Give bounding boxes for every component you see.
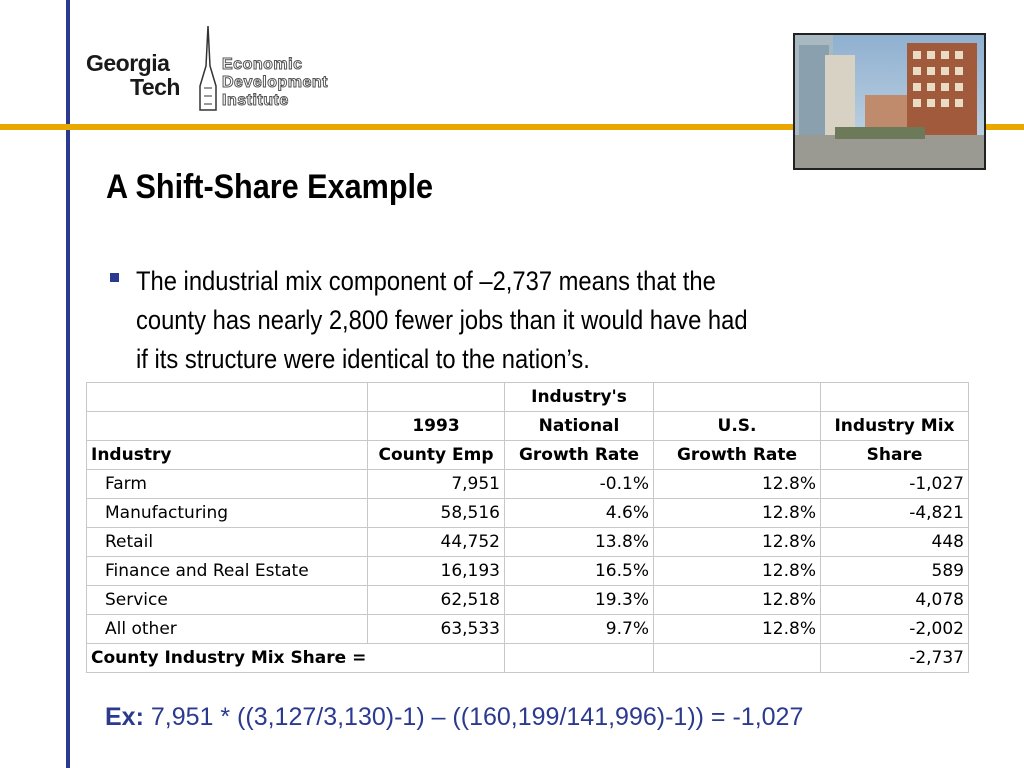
mix-share-cell: -4,821	[821, 499, 969, 528]
header-cell	[87, 383, 368, 412]
emp-cell: 58,516	[368, 499, 505, 528]
logo-dept-3: Institute	[222, 92, 289, 109]
empty-cell	[505, 644, 654, 673]
mix-share-cell: -1,027	[821, 470, 969, 499]
table-header-row	[87, 441, 969, 470]
table-row	[87, 557, 969, 586]
georgia-tech-logo	[84, 26, 384, 116]
us-rate-cell: 12.8%	[654, 528, 821, 557]
emp-cell: 62,518	[368, 586, 505, 615]
national-rate-cell: 19.3%	[505, 586, 654, 615]
mix-share-cell: -2,002	[821, 615, 969, 644]
us-rate-cell: 12.8%	[654, 470, 821, 499]
shift-share-table	[86, 382, 969, 673]
national-rate-cell: -0.1%	[505, 470, 654, 499]
bullet-line: The industrial mix component of –2,737 means that the	[136, 266, 716, 296]
header-cell	[87, 412, 368, 441]
tech-tower-icon	[196, 26, 220, 112]
us-rate-cell: 12.8%	[654, 586, 821, 615]
header-cell: Growth Rate	[654, 441, 821, 470]
emp-cell: 7,951	[368, 470, 505, 499]
mix-share-cell: 448	[821, 528, 969, 557]
total-label: County Industry Mix Share =	[87, 644, 505, 673]
logo-dept-1: Economic	[222, 56, 303, 73]
table-header-row	[87, 383, 969, 412]
bullet-square-icon	[110, 273, 119, 282]
header-cell	[821, 383, 969, 412]
table-row	[87, 615, 969, 644]
logo-line-1: Georgia	[86, 50, 170, 76]
us-rate-cell: 12.8%	[654, 499, 821, 528]
header-cell	[368, 383, 505, 412]
example-label: Ex:	[105, 703, 144, 731]
bullet-line: if its structure were identical to the nation’s.	[136, 344, 590, 374]
mix-share-cell: 589	[821, 557, 969, 586]
table-row	[87, 528, 969, 557]
header-cell: 1993	[368, 412, 505, 441]
header-cell: Share	[821, 441, 969, 470]
us-rate-cell: 12.8%	[654, 557, 821, 586]
industry-cell: Service	[87, 586, 368, 615]
table-row	[87, 499, 969, 528]
industry-cell: Manufacturing	[87, 499, 368, 528]
national-rate-cell: 9.7%	[505, 615, 654, 644]
emp-cell: 44,752	[368, 528, 505, 557]
example-formula	[105, 703, 803, 732]
header-cell: County Emp	[368, 441, 505, 470]
slide-title: A Shift-Share Example	[106, 168, 434, 206]
emp-cell: 16,193	[368, 557, 505, 586]
table-header-row	[87, 412, 969, 441]
total-value: -2,737	[821, 644, 969, 673]
header-cell: Industry Mix	[821, 412, 969, 441]
industry-cell: Finance and Real Estate	[87, 557, 368, 586]
national-rate-cell: 13.8%	[505, 528, 654, 557]
emp-cell: 63,533	[368, 615, 505, 644]
header-cell: Industry	[87, 441, 368, 470]
industry-cell: Farm	[87, 470, 368, 499]
logo-dept-2: Development	[222, 74, 328, 91]
table-row	[87, 586, 969, 615]
national-rate-cell: 4.6%	[505, 499, 654, 528]
logo-line-2: Tech	[130, 74, 180, 100]
header-cell: Industry's	[505, 383, 654, 412]
empty-cell	[654, 644, 821, 673]
header-cell: U.S.	[654, 412, 821, 441]
industry-cell: All other	[87, 615, 368, 644]
building-photo-image	[795, 35, 984, 168]
industry-cell: Retail	[87, 528, 368, 557]
bullet-line: county has nearly 2,800 fewer jobs than it would have had	[136, 305, 748, 335]
example-formula-text: 7,951 * ((3,127/3,130)-1) – ((160,199/141,996)-1)) = -1,027	[150, 703, 804, 731]
mix-share-cell: 4,078	[821, 586, 969, 615]
header-cell: Growth Rate	[505, 441, 654, 470]
table-total-row	[87, 644, 969, 673]
header-cell	[654, 383, 821, 412]
table-row	[87, 470, 969, 499]
national-rate-cell: 16.5%	[505, 557, 654, 586]
building-photo	[793, 33, 986, 170]
left-accent-line	[66, 0, 70, 768]
bullet-text	[136, 262, 805, 379]
us-rate-cell: 12.8%	[654, 615, 821, 644]
header-cell: National	[505, 412, 654, 441]
